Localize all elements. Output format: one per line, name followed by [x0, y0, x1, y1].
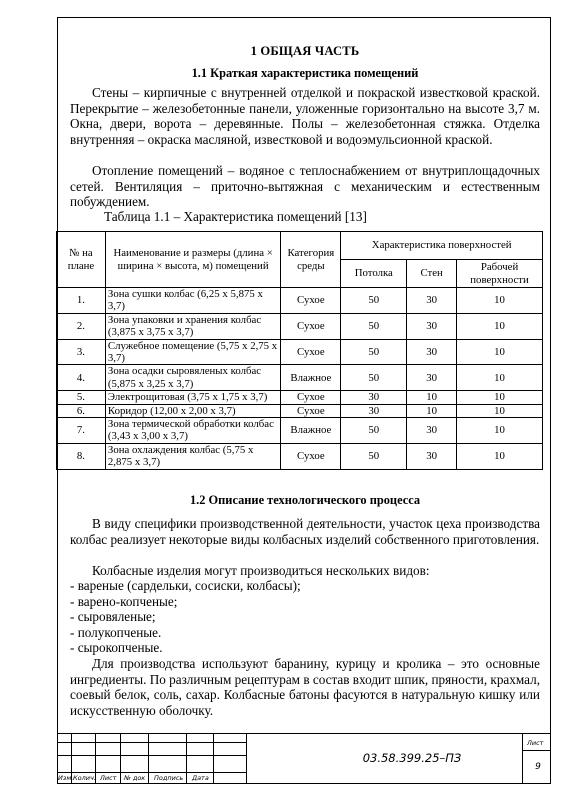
cell-walls: 30	[407, 313, 457, 339]
stamp-line	[57, 772, 246, 773]
table-row	[57, 418, 543, 444]
cell-ceiling: 50	[341, 288, 407, 314]
paragraph-walls	[70, 85, 540, 147]
cell-work: 10	[457, 365, 543, 391]
stamp-line	[186, 734, 187, 784]
cell-name: Зона сушки колбас (6,25 х 5,875 х 3,7)	[105, 288, 280, 314]
paragraph-walls-text: Стены – кирпичные с внутренней отделкой и покраской известковой краской. Перекрытие – железобетонные панели, уложенные горизонтально на высоте 3,7 м. Окна, двери, ворота – деревянные. Полы – железобетонная стяжка. Отделка внутренняя – окраска масляной, известковой и водоэмульсионной краской.	[70, 85, 540, 147]
cell-num: 8.	[57, 443, 106, 469]
list-item: - сыровяленые;	[70, 609, 156, 624]
section-heading-1-2: 1.2 Описание технологического процесса	[189, 493, 421, 507]
cell-category: Сухое	[281, 443, 341, 469]
cell-name: Зона охлаждения колбас (5,75 х 2,875 х 3,7)	[105, 443, 280, 469]
cell-category: Влажное	[281, 365, 341, 391]
table-row	[57, 404, 543, 417]
cell-ceiling: 30	[341, 404, 407, 417]
cell-walls: 30	[407, 418, 457, 444]
cell-name: Служебное помещение (5,75 х 2,75 х 3,7)	[105, 339, 280, 365]
cell-walls: 30	[407, 365, 457, 391]
paragraph-specifics	[70, 516, 540, 547]
cell-work: 10	[457, 418, 543, 444]
cell-category: Сухое	[281, 391, 341, 404]
stamp-label-date: Дата	[192, 774, 209, 782]
cell-num: 1.	[57, 288, 106, 314]
cell-num: 4.	[57, 365, 106, 391]
stamp-label-sheet: Лист	[100, 774, 117, 782]
list-item: - варено-копченые;	[70, 593, 178, 609]
document-code: 03.58.399.25–ПЗ	[362, 751, 462, 765]
cell-category: Сухое	[281, 313, 341, 339]
cell-ceiling: 50	[341, 313, 407, 339]
paragraph-ingredients-text: Для производства используют баранину, курицу и кролика – это основные ингредиенты. По различным рецептурам в состав входит шпик, пряности, крахмал, соевый белок, соль, сахар. Колбасные батоны фасуются в натуральную кишку или искусственную оболочку.	[70, 656, 540, 718]
stamp-label-doc: № док	[124, 774, 146, 782]
cell-walls: 10	[407, 404, 457, 417]
header-surfaces: Характеристика поверхностей	[341, 232, 543, 260]
paragraph-specifics-text: В виду специфики производственной деятельности, участок цеха производства колбас реализует некоторые виды колбасных изделий собственного приготовления.	[70, 516, 540, 547]
cell-num: 2.	[57, 313, 106, 339]
cell-walls: 30	[407, 443, 457, 469]
paragraph-kinds-text: Колбасные изделия могут производиться нескольких видов:	[92, 563, 430, 578]
stamp-line	[246, 734, 247, 784]
cell-ceiling: 30	[341, 391, 407, 404]
cell-name: Коридор (12,00 х 2,00 х 3,7)	[105, 404, 280, 417]
stamp-line	[522, 734, 523, 784]
cell-work: 10	[457, 391, 543, 404]
cell-name: Зона термической обработки колбас (3,43 х 3,00 х 3,7)	[105, 418, 280, 444]
header-walls: Стен	[407, 260, 457, 288]
stamp-line	[522, 750, 551, 751]
stamp-label-qty: Колич.	[73, 774, 96, 782]
rooms-table-body	[57, 288, 543, 470]
header-category: Категория среды	[281, 232, 341, 288]
cell-name: Зона упаковки и хранения колбас (3,875 х 3,75 х 3,7)	[105, 313, 280, 339]
stamp-sheet-label: Лист	[527, 739, 544, 747]
product-list	[70, 578, 540, 656]
cell-category: Влажное	[281, 418, 341, 444]
stamp-label-signature: Подпись	[154, 774, 184, 782]
chapter-heading: 1 ОБЩАЯ ЧАСТЬ	[250, 44, 360, 58]
stamp-label-change: Изм.	[58, 774, 74, 782]
paragraph-heating-text: Отопление помещений – водяное с теплоснабжением от внутриплощадочных сетей. Вентиляция – приточно-вытяжная с механическим и естественным побуждением.	[70, 163, 540, 209]
cell-work: 10	[457, 288, 543, 314]
cell-name: Зона осадки сыровяленых колбас (5,875 х 3,25 х 3,7)	[105, 365, 280, 391]
header-work: Рабочей поверхности	[457, 260, 543, 288]
table-row	[57, 288, 543, 314]
paragraph-heating	[70, 163, 540, 210]
section-heading-1-1: 1.1 Краткая характеристика помещений	[191, 66, 419, 80]
table-row	[57, 313, 543, 339]
table-row	[57, 443, 543, 469]
cell-walls: 10	[407, 391, 457, 404]
cell-ceiling: 50	[341, 443, 407, 469]
cell-ceiling: 50	[341, 365, 407, 391]
table-row	[57, 365, 543, 391]
rooms-table	[56, 231, 543, 470]
cell-ceiling: 50	[341, 339, 407, 365]
cell-category: Сухое	[281, 404, 341, 417]
paragraph-ingredients	[70, 656, 540, 718]
list-item: - полукопченые.	[70, 624, 162, 640]
stamp-line	[120, 734, 121, 784]
cell-category: Сухое	[281, 288, 341, 314]
stamp-line	[57, 742, 246, 743]
cell-name: Электрощитовая (3,75 х 1,75 х 3,7)	[105, 391, 280, 404]
table-caption: Таблица 1.1 – Характеристика помещений [13]	[104, 209, 367, 224]
cell-num: 7.	[57, 418, 106, 444]
cell-work: 10	[457, 443, 543, 469]
cell-num: 5.	[57, 391, 106, 404]
cell-work: 10	[457, 404, 543, 417]
cell-work: 10	[457, 339, 543, 365]
table-row	[57, 339, 543, 365]
list-item: - сырокопченые.	[70, 640, 163, 655]
header-ceiling: Потолка	[341, 260, 407, 288]
cell-num: 3.	[57, 339, 106, 365]
list-item: - вареные (сардельки, сосиски, колбасы);	[70, 578, 301, 593]
header-num: № на плане	[57, 232, 106, 288]
cell-category: Сухое	[281, 339, 341, 365]
paragraph-kinds	[70, 563, 540, 579]
cell-num: 6.	[57, 404, 106, 417]
cell-ceiling: 50	[341, 418, 407, 444]
stamp-line	[57, 755, 246, 756]
cell-work: 10	[457, 313, 543, 339]
cell-walls: 30	[407, 339, 457, 365]
stamp-line	[148, 734, 149, 784]
title-block	[57, 733, 551, 784]
cell-walls: 30	[407, 288, 457, 314]
stamp-line	[213, 734, 214, 784]
header-name: Наименование и размеры (длина × ширина × высота, м) помещений	[105, 232, 280, 288]
page-number: 9	[535, 762, 541, 772]
table-row	[57, 391, 543, 404]
